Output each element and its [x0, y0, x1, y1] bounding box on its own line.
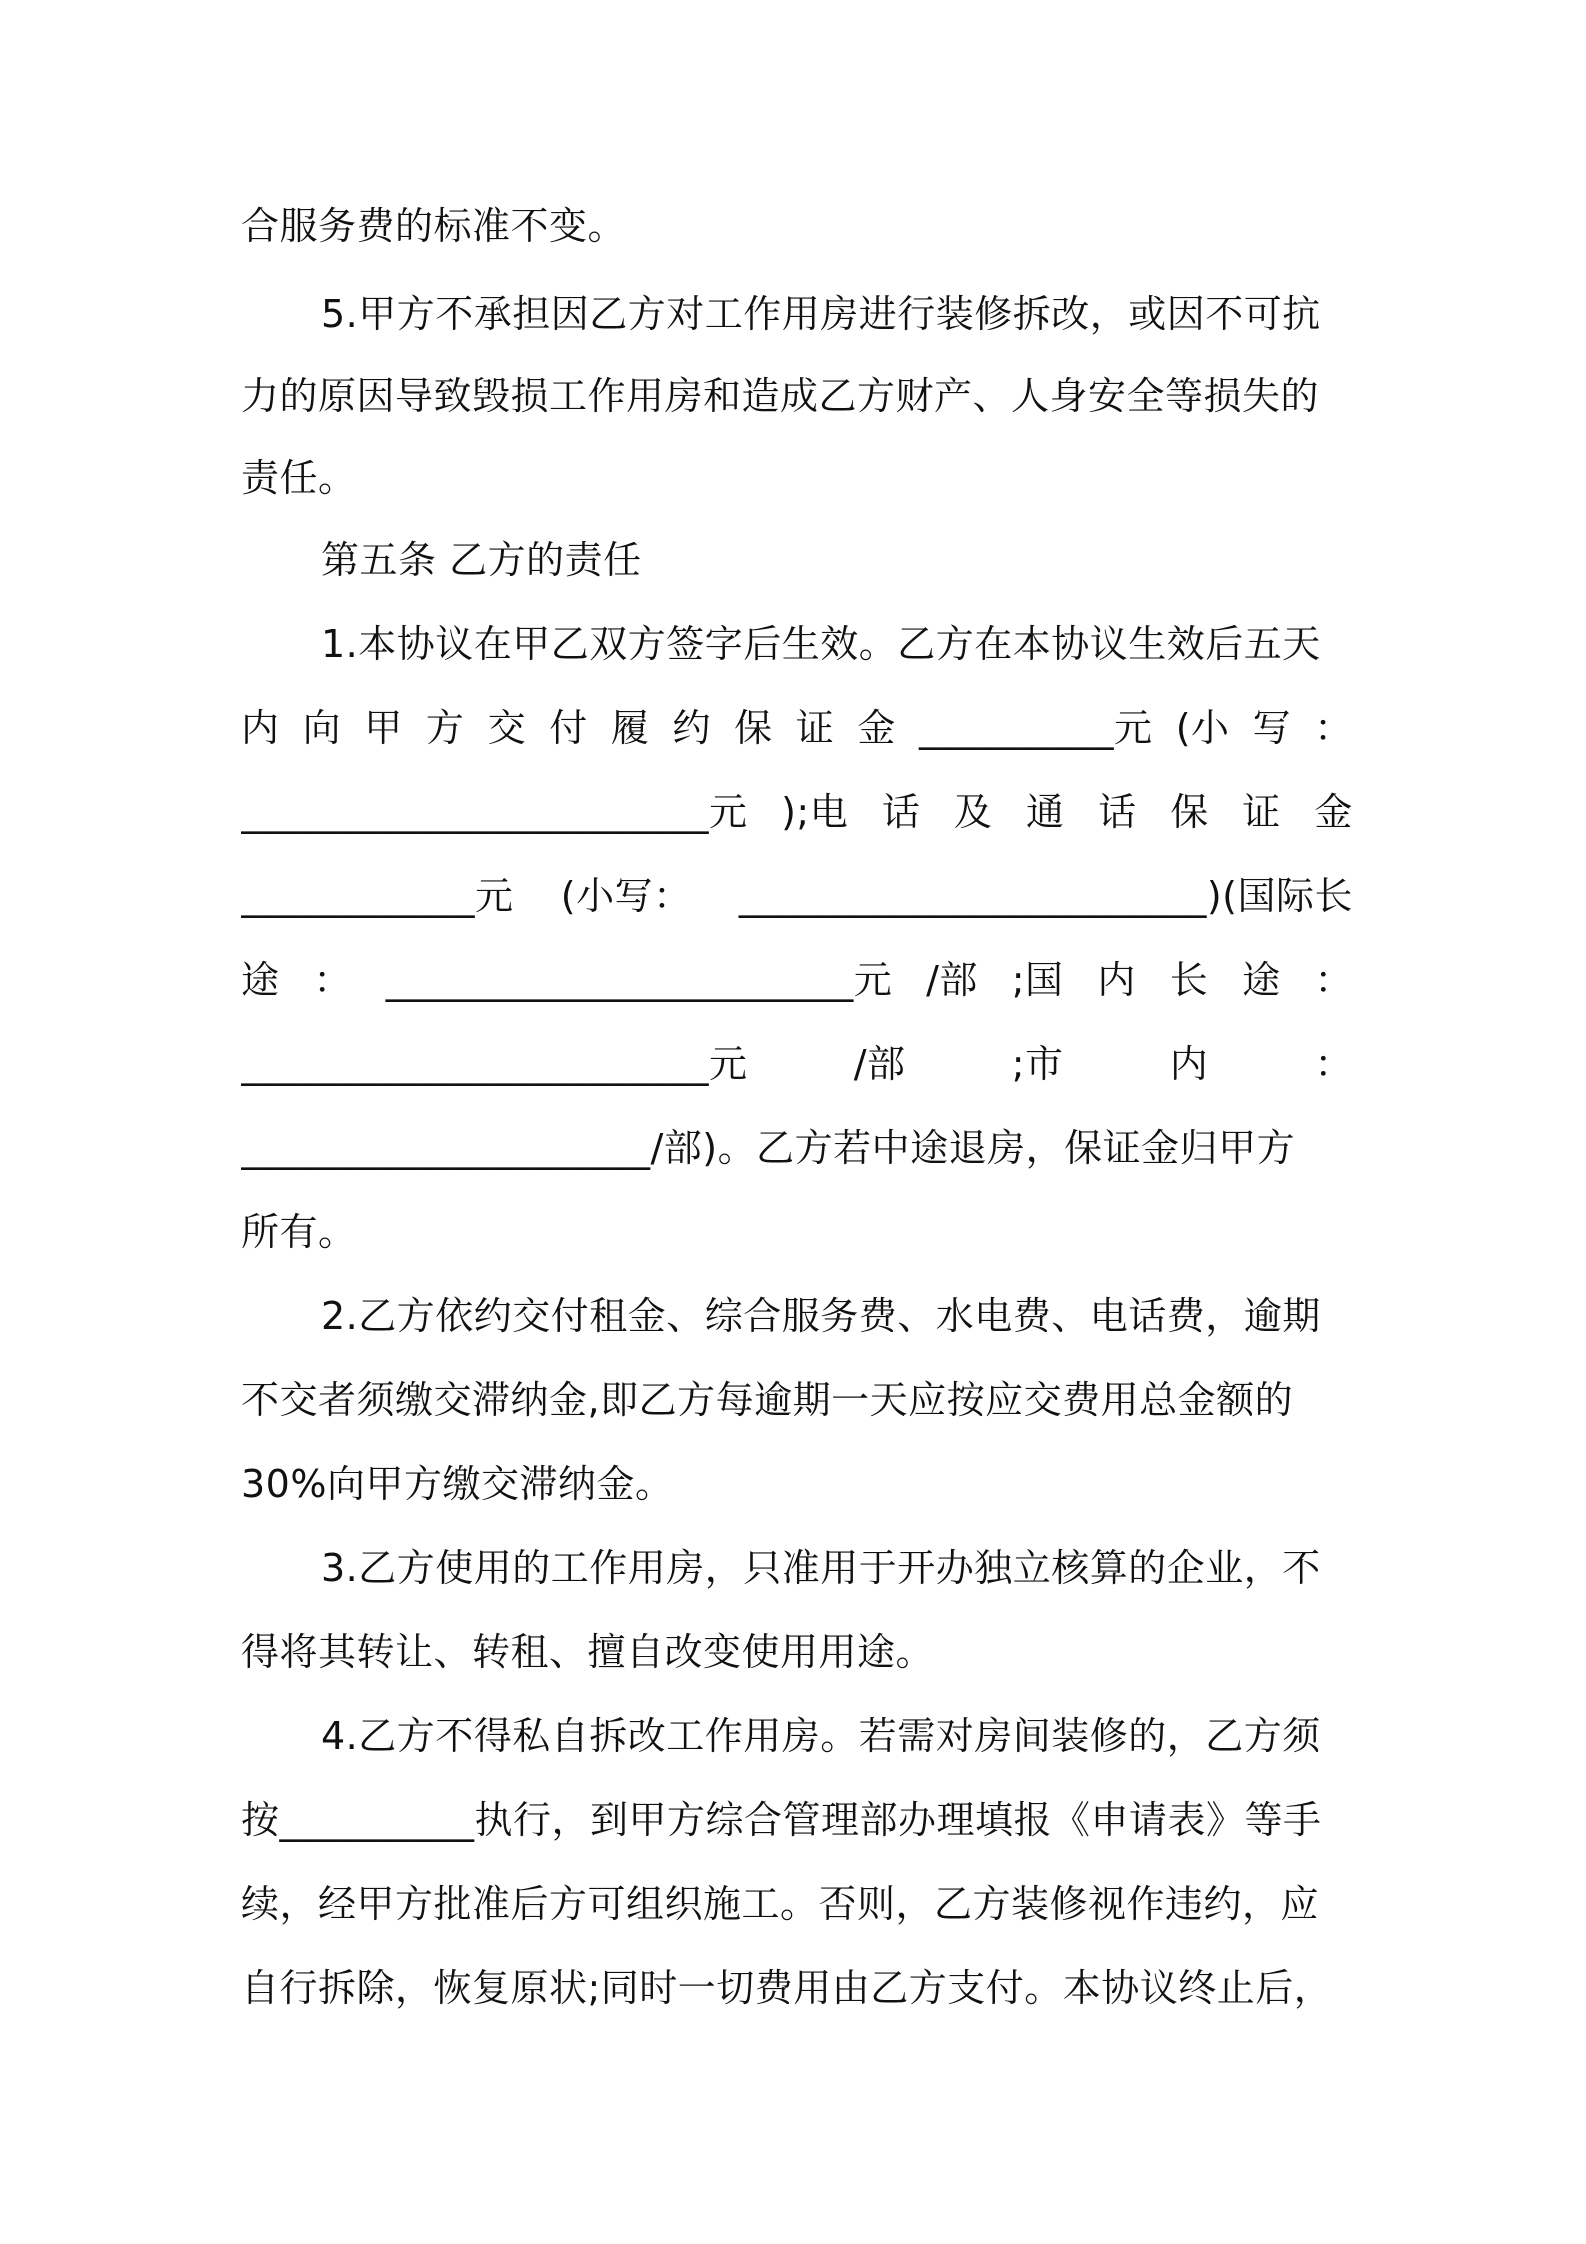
text-line-justified — [241, 782, 1353, 842]
text-line: 5.甲方不承担因乙方对工作用房进行装修拆改，或因不可抗 — [321, 292, 1321, 336]
text-segment: (小 — [1175, 706, 1230, 750]
text-segment: 金 — [857, 706, 896, 750]
text-segment: 甲 — [364, 706, 403, 750]
text-segment: ;市 — [1011, 1042, 1064, 1086]
text-segment: 向 — [302, 706, 342, 750]
text-line: 不交者须缴交滞纳金,即乙方每逾期一天应按应交费用总金额的 — [241, 1378, 1294, 1422]
text-segment: ： — [313, 958, 352, 1002]
text-line: 合服务费的标准不变。 — [241, 204, 627, 248]
text-segment: (小写： — [560, 874, 692, 918]
text-segment: 话 — [881, 790, 921, 834]
text-segment: 履 — [610, 706, 650, 750]
text-segment: ________________________)(国际长 — [738, 874, 1353, 918]
text-segment: 通 — [1026, 790, 1065, 834]
text-line: _____________________/部)。乙方若中途退房，保证金归甲方 — [241, 1126, 1296, 1170]
text-segment: ： — [1314, 958, 1353, 1002]
text-segment: 长 — [1169, 958, 1209, 1002]
text-segment: 途 — [241, 958, 280, 1002]
text-segment: 内 — [241, 706, 280, 750]
text-line: 按__________执行，到甲方综合管理部办理填报《申请表》等手 — [241, 1798, 1322, 1842]
text-line-justified — [241, 950, 1353, 1010]
text-segment: ________________________元 — [385, 958, 893, 1002]
text-segment: 写 — [1252, 706, 1292, 750]
text-segment: 证 — [1242, 790, 1281, 834]
text-segment: ： — [1314, 706, 1353, 750]
text-segment: 内 — [1169, 1042, 1209, 1086]
text-segment: __________元 — [919, 706, 1153, 750]
text-segment: ________________________元 — [241, 790, 748, 834]
text-line: 1.本协议在甲乙双方签字后生效。乙方在本协议生效后五天 — [321, 622, 1321, 666]
text-segment: 内 — [1097, 958, 1136, 1002]
text-segment: ;国 — [1011, 958, 1064, 1002]
text-segment: 方 — [425, 706, 465, 750]
text-line: 3.乙方使用的工作用房，只准用于开办独立核算的企业，不 — [321, 1546, 1321, 1590]
text-segment: 途 — [1242, 958, 1281, 1002]
text-segment: 保 — [1170, 790, 1209, 834]
text-segment: 及 — [953, 790, 993, 834]
text-line-justified — [241, 1034, 1353, 1094]
text-line: 所有。 — [241, 1210, 357, 1254]
text-segment: );电 — [781, 790, 849, 834]
text-segment: 付 — [549, 706, 588, 750]
text-segment: 约 — [672, 706, 711, 750]
text-line: 续，经甲方批准后方可组织施工。否则，乙方装修视作违约，应 — [241, 1882, 1320, 1926]
text-line: 30%向甲方缴交滞纳金。 — [241, 1462, 674, 1506]
text-line: 责任。 — [241, 456, 357, 500]
text-segment: 交 — [487, 706, 527, 750]
text-segment: 金 — [1314, 790, 1353, 834]
text-segment: 保 — [734, 706, 773, 750]
text-line: 2.乙方依约交付租金、综合服务费、水电费、电话费，逾期 — [321, 1294, 1321, 1338]
text-segment: /部 — [926, 958, 978, 1002]
text-segment: ____________元 — [241, 874, 514, 918]
text-segment: 证 — [795, 706, 835, 750]
text-line: 力的原因导致毁损工作用房和造成乙方财产、人身安全等损失的 — [241, 374, 1320, 418]
text-segment: 话 — [1098, 790, 1137, 834]
text-line: 4.乙方不得私自拆改工作用房。若需对房间装修的，乙方须 — [321, 1714, 1321, 1758]
text-line-justified — [241, 866, 1353, 926]
text-segment: /部 — [853, 1042, 906, 1086]
section-heading: 第五条 乙方的责任 — [321, 538, 642, 582]
text-segment: ： — [1314, 1042, 1353, 1086]
text-segment: ________________________元 — [241, 1042, 748, 1086]
text-line: 自行拆除，恢复原状;同时一切费用由乙方支付。本协议终止后， — [241, 1966, 1333, 2010]
text-line: 得将其转让、转租、擅自改变使用用途。 — [241, 1630, 935, 1674]
text-line-justified — [241, 698, 1353, 758]
